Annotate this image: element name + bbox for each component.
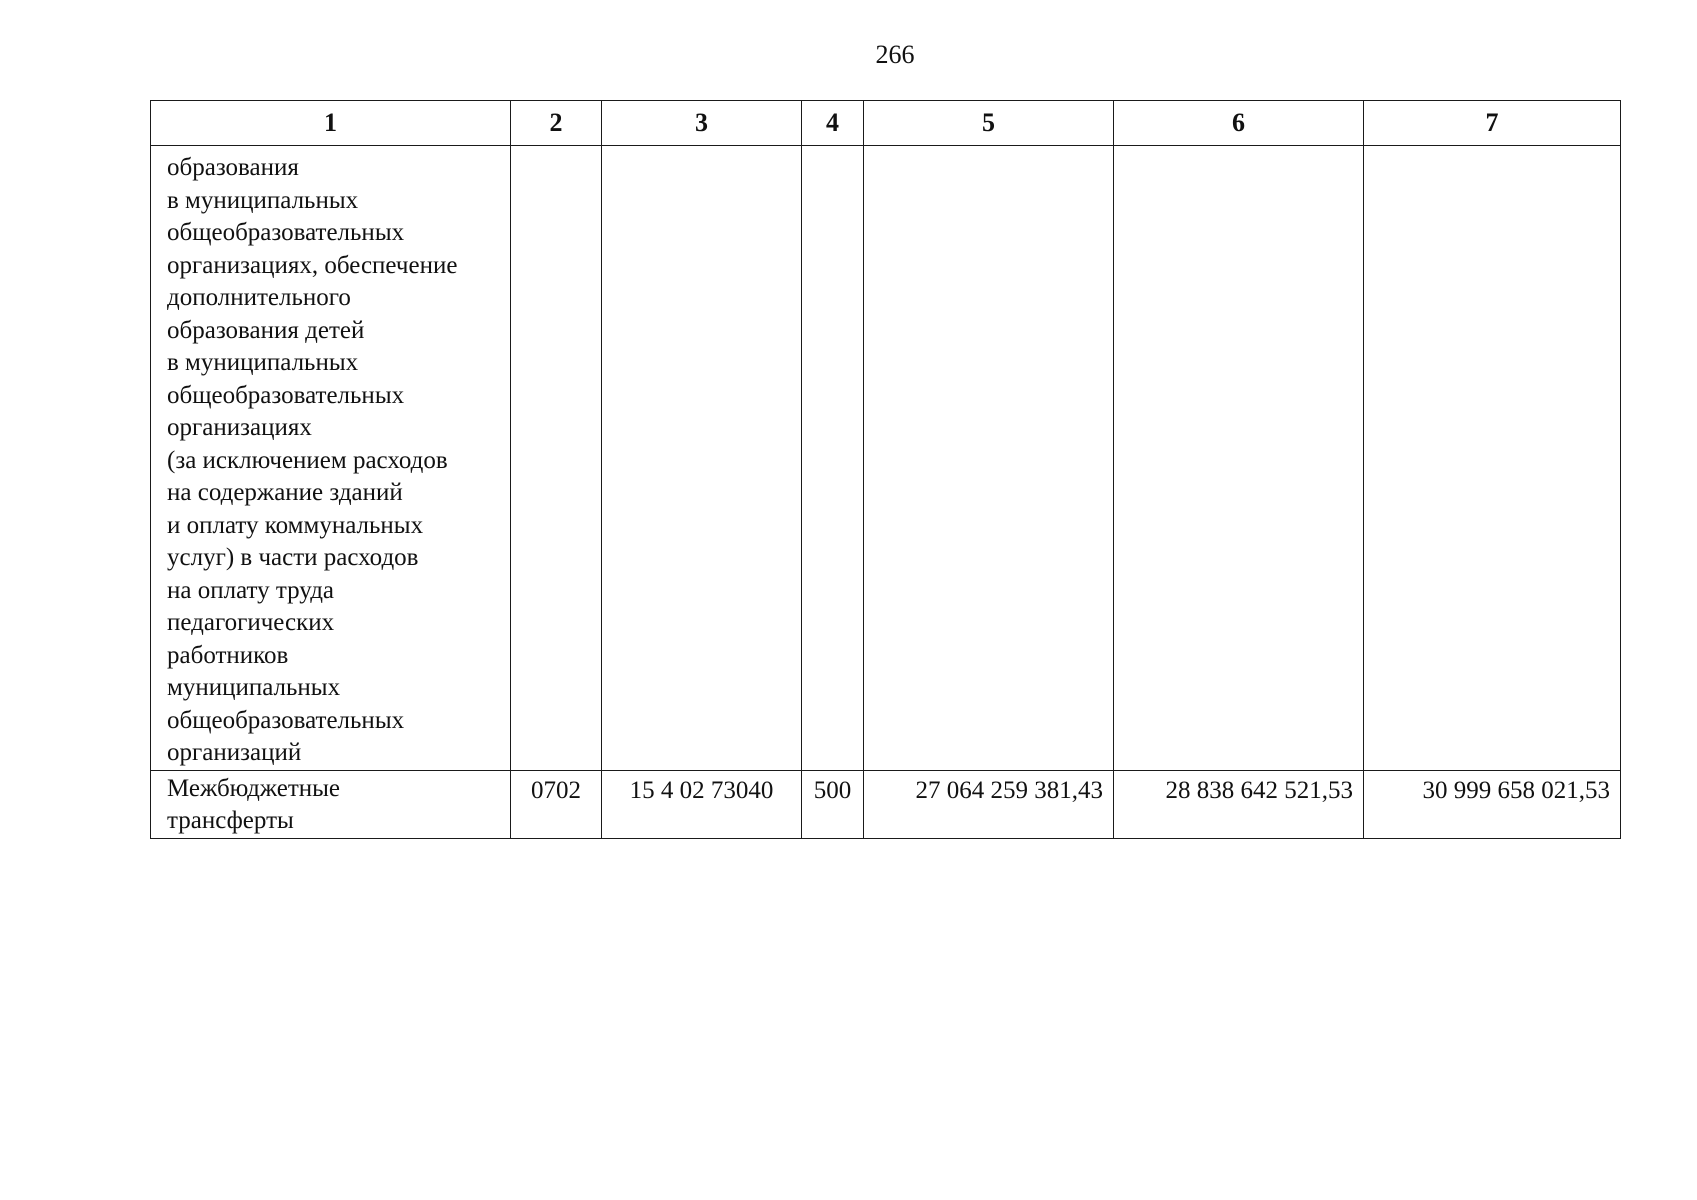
description-line: организаций: [167, 739, 302, 766]
amount-6-cell: 28 838 642 521,53: [1114, 770, 1364, 838]
description-line: услуг) в части расходов: [167, 544, 419, 571]
description-line: работников: [167, 641, 289, 669]
row-name-cell: [151, 770, 511, 838]
description-line: образования: [167, 154, 299, 181]
description-line: дополнительного: [167, 284, 351, 311]
table-row: [151, 770, 1621, 838]
column-header-2: 2: [511, 101, 602, 146]
table-header: [151, 101, 1621, 146]
description-line: и оплату коммунальных: [167, 511, 424, 539]
description-line: педагогических: [167, 609, 335, 636]
description-line: образования детей: [167, 316, 365, 344]
description-line: муниципальных: [167, 674, 341, 701]
column-header-3: 3: [602, 101, 802, 146]
column-header-1: 1: [151, 101, 511, 146]
empty-cell: [511, 146, 602, 771]
empty-cell: [864, 146, 1114, 771]
empty-cell: [1364, 146, 1621, 771]
header-row: [151, 101, 1621, 146]
target-article-cell: 15 4 02 73040: [602, 770, 802, 838]
column-header-5: 5: [864, 101, 1114, 146]
description-line: общеобразовательных: [167, 706, 405, 734]
row-name-line: трансферты: [167, 807, 294, 834]
description-line: организациях, обеспечение: [167, 251, 458, 279]
empty-cell: [1114, 146, 1364, 771]
description-line: в муниципальных: [167, 349, 359, 376]
section-code-cell: 0702: [511, 770, 602, 838]
description-line: общеобразовательных: [167, 381, 405, 409]
description-line: в муниципальных: [167, 186, 359, 214]
column-header-4: 4: [802, 101, 864, 146]
amount-5-cell: 27 064 259 381,43: [864, 770, 1114, 838]
expense-type-cell: 500: [802, 770, 864, 838]
description-line: на содержание зданий: [167, 479, 403, 506]
description-line: организациях: [167, 414, 312, 441]
description-line: (за исключением расходов: [167, 446, 448, 474]
amount-7-cell: 30 999 658 021,53: [1364, 770, 1621, 838]
row-name-line: Межбюджетные: [167, 774, 341, 802]
page-number: 266: [875, 40, 915, 69]
description-line: на оплату труда: [167, 576, 335, 604]
table-row-description: [151, 146, 1621, 771]
empty-cell: [602, 146, 802, 771]
column-header-7: 7: [1364, 101, 1621, 146]
empty-cell: [802, 146, 864, 771]
column-header-6: 6: [1114, 101, 1364, 146]
description-cell: [151, 146, 511, 771]
budget-table: [150, 100, 1621, 839]
description-line: общеобразовательных: [167, 219, 405, 246]
